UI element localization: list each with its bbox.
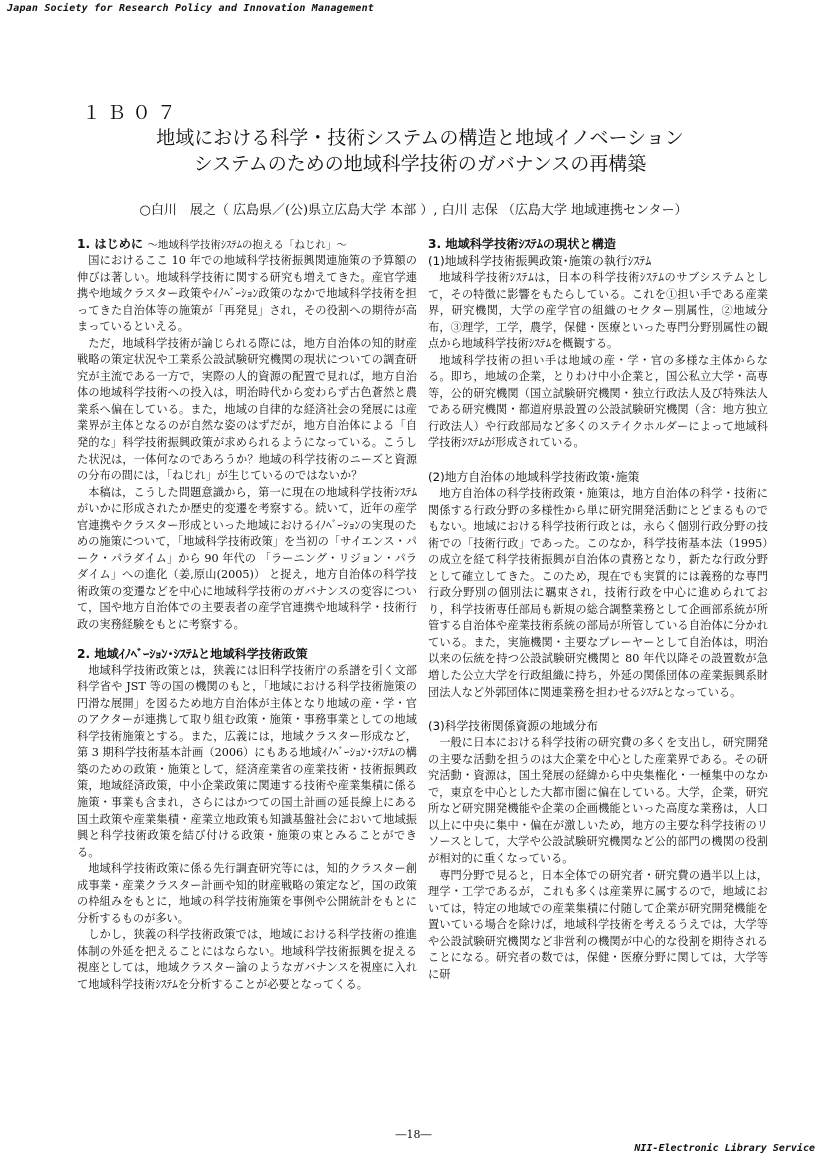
left-column [77, 236, 417, 994]
paper-authors: ○白川 展之（ 広島県／(公)県立広島大学 本部 ）, 白川 志保 （広島大学 地域連携センター） [139, 203, 688, 218]
subsection-3-3-paragraph: 専門分野で見ると，日本全体での研究者・研究費の過半以上は，理学・工学であるが，これも多くは産業界に属するので，地域においては，特定の地域での産業集積に付随して企業が研究開発機能を置いている場合を除けば，地域科学技術を考えるうえでは，大学等や公設試験研究機関など非営利の機関が中心的な役割を期待されることになる。研究者の数では，保健・医療分野に関しては，大学等に研 [428, 868, 768, 981]
section-2-title: 2. 地域ｲﾉﾍﾞｰｼｮﾝ･ｼｽﾃﾑと地域科学技術政策 [77, 646, 308, 661]
right-column [428, 236, 768, 983]
subsection-3-1-paragraph: 地域科学技術の担い手は地域の産・学・官の多様な主体からなる。即ち，地域の企業，とりわけ中小企業と，国公私立大学・高専等，公的研究機関（国立試験研究機関・独立行政法人及び特殊法人である研究機関・都道府県設置の公設試験研究機関（含：地方独立行政法人）や行政部局など多くのステイクホルダーによって地域科学技術ｼｽﾃﾑが形成されている。 [428, 353, 768, 450]
section-1-title: 1. はじめに [77, 237, 144, 251]
section-1-paragraph: 本稿は，こうした問題意識から，第一に現在の地域科学技術ｼｽﾃﾑがいかに形成されたか歴史的変遷を考察する。続いて，近年の産学官連携やクラスター形成といった地域におけるｲﾉﾍﾞｰｼｮﾝの実現のための施策について，「地域科学技術政策」を当初の「サイエンス・パーク・パラダイム」から 90 年代の 「ラーニング・リジョン・パラダイム」への進化（姜,原山(2005)） と捉え，地方自治体の科学技術政策の変遷などを中心に地域科学技術のガバナンスの変容について，国や地方自治体での主要表者の産学官連携や地域科学・技術行政の実務経験をもとに考察する。 [77, 485, 417, 632]
section-3-title: 3. 地域科学技術ｼｽﾃﾑの現状と構造 [428, 237, 616, 251]
section-2-paragraph: 地域科学技術政策に係る先行調査研究等には，知的クラスター創成事業・産業クラスター計画や知的財産戦略の策定など，国の政策の枠組みをもとに，地域の科学技術施策を事例や公開統計をもとに分析するものが多い。 [77, 862, 417, 925]
subsection-3-1-title: (1)地域科学技術振興政策･施策の執行ｼｽﾃﾑ [428, 254, 652, 268]
paper-title-line1: 地域における科学・技術システムの構造と地域イノベーション [156, 127, 684, 149]
paper-code: １Ｂ０７ [82, 102, 183, 124]
section-1-subtitle: ～地域科学技術ｼｽﾃﾑの抱える「ねじれ」～ [147, 239, 347, 251]
society-header: Japan Society for Research Policy and Innovation Management [7, 3, 375, 14]
subsection-3-1-paragraph: 地域科学技術ｼｽﾃﾑは，日本の科学技術ｼｽﾃﾑのサブシステムとして，その特徴に影響をもたらしている。これを①担い手である産業界，研究機関，大学の産学官の組織のセクター別属性，②地域分布，③理学，工学，農学，保健・医療といった専門分野別属性の観点から地域科学技術ｼｽﾃﾑを概観する。 [428, 271, 768, 351]
subsection-3-2-paragraph: 地方自治体の科学技術政策・施策は，地方自治体の科学・技術に関係する行政分野の多様性から単に研究開発活動にとどまるものでもない。地域における科学技術行政とは，永らく個別行政分野の技術での「技術行政」であった。このなか，科学技術基本法（1995）の成立を経て科学技術振興が自治体の責務となり，新たな行政分野として確立してきた。このため，現在でも実質的には義務的な専門行政分野別の個別法に羈束され，技術行政を中心に進められており，科学技術専任部局も新規の総合調整業務として企画部系統が所管する自治体や産業技術系統の部局が所管している自治体に分かれている。また，実施機関・主要なプレーヤーとして自治体は，明治以来の伝統を持つ公設試験研究機関と 80 年代以降その設置数が急増した公立大学を行政組織に持ち，外延の関係団体の産業振興系財団法人など外郭団体に関連業務を担わせるｼｽﾃﾑとなっている。 [428, 487, 768, 699]
section-2-paragraph: しかし，狭義の科学技術政策では，地域における科学技術の推進体制の外延を把えることにはならない。地域科学技術振興を捉える視座としては，地域クラスター論のようなガバナンスを視座に入れて地域科学技術ｼｽﾃﾑを分析することが必要となってくる。 [77, 928, 417, 991]
section-1-paragraph: 国におけるここ 10 年での地域科学技術振興関連施策の予算額の伸びは著しい。地域科学技術に関する研究も増えてきた。産官学連携や地域クラスター政策やｲﾉﾍﾞｰｼｮﾝ政策のなかで地域科学技術を担ってきた自治体等の施策が「再発見」され，その役割への期待が高まっているといえる。 [77, 254, 417, 334]
page-number: ―18― [395, 1128, 432, 1141]
section-1-paragraph: ただ，地域科学技術が論じられる際には，地方自治体の知的財産戦略の策定状況や工業系公設試験研究機関の現状についての調査研究が主流である一方で，実際の人的資源の配置で見れば，地方自治体の地域科学技術への投入は，明治時代から変わらず古色蒼然と農業系へ偏在している。また，地域の自律的な経済社会の発展には産業界が主体となるのが自然な姿のはずだが，地方自治体による「自発的な」科学技術振興政策が求められるようになっている。こうした状況は，一体何なのであろうか？地域の科学技術のニーズと資源の分布の間には，「ねじれ」が生じているのではないか？ [77, 336, 417, 483]
library-service-footer: NII-Electronic Library Service [634, 1143, 815, 1154]
subsection-3-2-title: (2)地方自治体の地域科学技術政策･施策 [428, 470, 640, 485]
section-1-heading [77, 236, 417, 253]
paper-title-line2: システムのための地域科学技術のガバナンスの再構築 [193, 153, 647, 175]
subsection-3-3-paragraph: 一般に日本における科学技術の研究費の多くを支出し，研究開発の主要な活動を担うのは大企業を中心とした産業界である。その研究活動・資源は，国土発展の経緯から中央集権化・一極集中のなかで，東京を中心とした大都市圏に偏在している。大学，企業，研究所など研究開発機能や企業の企画機能といった高度な業務は，人口以上に中央に集中・偏在が激しいため，地方の主要な科学技術のリソースとして，大学や公設試験研究機関など公的部門の機関の役割が相対的に重くなっている。 [428, 736, 768, 865]
section-2-paragraph: 地域科学技術政策とは，狭義には旧科学技術庁の系譜を引く文部科学省や JST 等の国の機関のもと，「地域における科学技術施策の円滑な展開」を図るため地方自治体が主体となり地域の産・学・官のアクターが連携して取り組む政策・施策・事務事業としての地域科学技術施策とする。また，広義には，地域クラスター形成など，第 3 期科学技術基本計画（2006）にもある地域ｲﾉﾍﾞｰｼｮﾝ･ｼｽﾃﾑの構築のための政策・施策として，経済産業省の産業技術・技術振興政策，地域経済政策，中小企業政策に関連する技術や産業集積に係る施策・事業も含まれ，さらにはかつての国土計画の延長線上にある国土政策や産業集積・産業立地政策も知識基盤社会において地域振興と科学技術政策を結び付ける政策・施策の束とみることができる。 [77, 663, 417, 859]
subsection-3-3-title: (3)科学技術関係資源の地域分布 [428, 719, 599, 734]
